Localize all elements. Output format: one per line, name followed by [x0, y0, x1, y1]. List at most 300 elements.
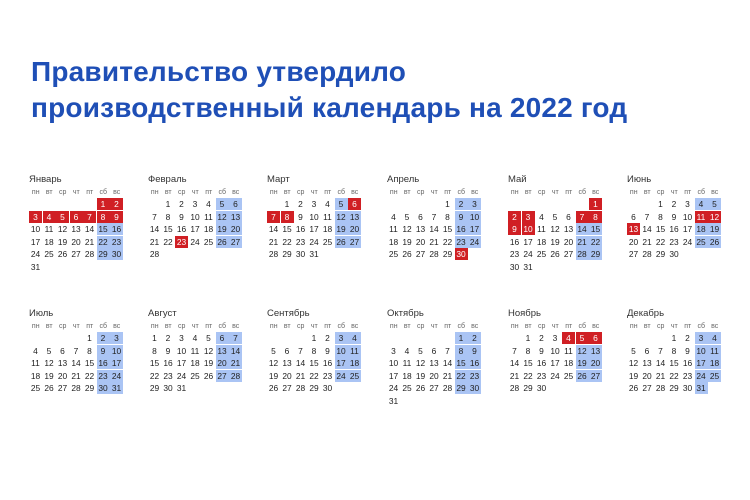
day-cell: 1: [165, 199, 171, 209]
day-cell: 16: [456, 224, 466, 234]
weekday-label: чт: [191, 189, 199, 196]
weekday-label: ср: [178, 189, 186, 196]
day-cell: 7: [644, 211, 650, 222]
day-cell: 5: [708, 198, 721, 210]
day-cell: 19: [217, 224, 227, 234]
day-cell: 22: [84, 370, 95, 381]
day-cell: 31: [111, 383, 122, 393]
day-cell: 13: [217, 345, 227, 356]
day-cell: 19: [336, 224, 346, 234]
week-row: [29, 198, 125, 211]
empty-cell: [414, 332, 427, 344]
weekday-label: пн: [510, 323, 519, 330]
day-cell: 21: [230, 358, 241, 368]
day-cell: 12: [44, 358, 54, 368]
weekday-label: вт: [283, 323, 291, 330]
day-cell: 23: [98, 370, 108, 381]
day-cell: 23: [111, 236, 122, 247]
day-cell: 30: [536, 383, 547, 393]
weekday-label: пт: [86, 189, 94, 196]
day-cell: 2: [685, 333, 690, 343]
day-cell: 27: [628, 249, 639, 259]
week-row: [387, 198, 483, 211]
month-10: [387, 308, 483, 407]
weekday-header: [508, 188, 604, 198]
week-row: [148, 345, 244, 358]
weekday-label: сб: [697, 189, 705, 196]
empty-cell: [508, 198, 521, 210]
month-name: Декабрь: [627, 308, 665, 319]
day-cell: 19: [402, 236, 412, 247]
day-cell: 17: [111, 358, 122, 368]
week-row: [508, 332, 604, 345]
day-cell: 6: [216, 332, 229, 344]
weekday-header: [627, 322, 723, 332]
day-cell: 9: [325, 345, 330, 356]
empty-cell: [56, 198, 69, 210]
day-cell: 17: [190, 224, 200, 234]
day-cell: 18: [203, 224, 214, 234]
day-cell: 25: [696, 236, 706, 247]
weekday-header: [387, 322, 483, 332]
week-row: [29, 357, 125, 370]
week-row: [148, 248, 244, 261]
empty-cell: [335, 382, 348, 394]
day-cell: 17: [30, 236, 41, 247]
weekday-label: ср: [417, 323, 425, 330]
day-cell: 25: [563, 370, 574, 381]
day-cell: 25: [402, 383, 412, 393]
day-cell: 25: [30, 383, 41, 393]
week-row: [387, 382, 483, 395]
day-cell: 17: [523, 236, 533, 247]
day-cell: 9: [468, 345, 481, 357]
weekday-label: чт: [551, 189, 559, 196]
empty-cell: [562, 382, 575, 394]
week-row: [148, 236, 244, 249]
day-cell: 1: [671, 333, 677, 343]
month-11: [508, 308, 604, 395]
day-cell: 26: [336, 236, 346, 247]
day-cell: 26: [203, 370, 214, 381]
month-name: Ноябрь: [508, 308, 541, 319]
weekday-label: сб: [99, 189, 107, 196]
day-cell: 27: [563, 249, 574, 259]
day-cell: 29: [655, 249, 666, 259]
day-cell: 23: [669, 236, 679, 247]
day-cell: 7: [73, 345, 79, 356]
week-row: [148, 357, 244, 370]
week-row: [508, 223, 604, 236]
empty-cell: [321, 248, 334, 260]
week-row: [29, 345, 125, 358]
day-cell: 9: [455, 211, 468, 223]
day-cell: 24: [523, 249, 533, 259]
weekday-label: сб: [337, 323, 345, 330]
day-cell: 28: [429, 249, 439, 259]
day-cell: 4: [325, 199, 330, 209]
weekday-label: вс: [232, 323, 240, 330]
week-row: [148, 370, 244, 383]
day-cell: 12: [550, 224, 560, 234]
day-cell: 22: [442, 236, 453, 247]
day-cell: 14: [655, 358, 666, 368]
day-cell: 18: [563, 358, 574, 368]
day-cell: 3: [695, 332, 708, 344]
month-name: Март: [267, 174, 290, 185]
day-cell: 3: [685, 199, 690, 209]
empty-cell: [414, 395, 427, 407]
empty-cell: [522, 198, 535, 210]
empty-cell: [56, 332, 69, 344]
day-cell: 6: [60, 345, 65, 356]
day-cell: 1: [284, 199, 290, 209]
day-cell: 24: [550, 370, 560, 381]
day-cell: 10: [682, 211, 693, 222]
day-cell: 4: [192, 333, 198, 343]
day-cell: 13: [429, 358, 439, 368]
day-cell: 31: [388, 395, 399, 406]
day-cell: 4: [391, 211, 396, 222]
day-cell: 14: [268, 224, 279, 234]
empty-cell: [387, 332, 400, 344]
day-cell: 26: [57, 249, 68, 259]
day-cell: 8: [311, 345, 317, 356]
day-cell: 18: [190, 358, 200, 368]
empty-cell: [414, 198, 427, 210]
empty-cell: [70, 198, 83, 210]
day-cell: 30: [509, 261, 520, 272]
week-row: [267, 223, 363, 236]
weekday-label: ср: [538, 323, 546, 330]
day-cell: 17: [388, 370, 399, 381]
empty-cell: [654, 332, 667, 344]
day-cell: 8: [658, 211, 663, 222]
empty-cell: [43, 332, 56, 344]
weekday-label: пт: [565, 189, 573, 196]
month-2: [148, 174, 244, 261]
day-cell: 16: [176, 224, 187, 234]
day-cell: 29: [456, 383, 466, 393]
week-row: [387, 248, 483, 261]
week-row: [508, 357, 604, 370]
day-cell: 20: [642, 370, 652, 381]
day-cell: 11: [537, 224, 546, 234]
day-cell: 13: [282, 358, 292, 368]
day-cell: 1: [311, 333, 317, 343]
week-row: [29, 223, 125, 236]
day-cell: 11: [402, 358, 412, 368]
day-cell: 23: [509, 249, 520, 259]
weekday-label: пт: [324, 323, 332, 330]
weekday-label: сб: [578, 189, 586, 196]
day-cell: 10: [30, 224, 41, 234]
day-cell: 21: [84, 236, 95, 247]
day-cell: 7: [512, 345, 517, 356]
weekday-label: ср: [178, 323, 186, 330]
day-cell: 5: [46, 345, 52, 356]
day-cell: 3: [179, 333, 184, 343]
day-cell: 30: [98, 383, 108, 393]
weekday-label: сб: [457, 323, 465, 330]
day-cell: 2: [468, 332, 481, 344]
day-cell: 6: [566, 211, 571, 222]
week-row: [508, 345, 604, 358]
weekday-label: ср: [657, 323, 665, 330]
empty-cell: [189, 382, 202, 394]
weekday-label: пн: [629, 189, 638, 196]
weekday-label: пт: [684, 189, 692, 196]
day-cell: 19: [550, 236, 560, 247]
empty-cell: [83, 198, 96, 210]
week-row: [267, 198, 363, 211]
week-row: [627, 370, 723, 383]
day-cell: 27: [590, 370, 601, 381]
day-cell: 20: [217, 358, 227, 368]
day-cell: 9: [165, 345, 171, 356]
weekday-label: вт: [403, 189, 411, 196]
day-cell: 8: [152, 345, 157, 356]
day-cell: 31: [696, 383, 706, 393]
month-name: Май: [508, 174, 527, 185]
empty-cell: [428, 198, 441, 210]
day-cell: 3: [29, 211, 42, 223]
month-9: [267, 308, 363, 395]
day-cell: 21: [429, 236, 439, 247]
day-cell: 15: [98, 224, 108, 234]
day-cell: 18: [402, 370, 412, 381]
day-cell: 22: [98, 236, 108, 247]
day-cell: 31: [176, 383, 187, 393]
day-cell: 3: [110, 332, 123, 344]
empty-cell: [281, 332, 294, 344]
month-7: [29, 308, 125, 395]
day-cell: 13: [349, 211, 360, 222]
day-cell: 2: [325, 333, 330, 343]
month-name: Июнь: [627, 174, 652, 185]
day-cell: 4: [43, 211, 56, 223]
week-row: [387, 345, 483, 358]
day-cell: 18: [30, 370, 41, 381]
day-cell: 3: [468, 198, 481, 210]
day-cell: 12: [336, 211, 346, 222]
day-cell: 5: [552, 211, 558, 222]
day-cell: 25: [203, 236, 214, 247]
day-cell: 23: [322, 370, 333, 381]
month-name: Февраль: [148, 174, 187, 185]
day-cell: 20: [590, 358, 601, 368]
day-cell: 14: [577, 224, 587, 234]
day-cell: 1: [525, 333, 531, 343]
day-cell: 19: [203, 358, 214, 368]
day-cell: 2: [179, 199, 184, 209]
week-row: [267, 345, 363, 358]
day-cell: 8: [281, 211, 294, 223]
day-cell: 21: [509, 370, 520, 381]
day-cell: 24: [469, 236, 480, 247]
day-cell: 20: [57, 370, 68, 381]
weekday-label: вс: [592, 189, 600, 196]
empty-cell: [627, 198, 640, 210]
week-row: [267, 248, 363, 261]
week-row: [267, 382, 363, 395]
week-row: [508, 211, 604, 224]
week-row: [29, 211, 125, 224]
day-cell: 28: [295, 383, 306, 393]
day-cell: 20: [429, 370, 439, 381]
day-cell: 12: [203, 345, 214, 356]
day-cell: 6: [631, 211, 636, 222]
day-cell: 17: [176, 358, 187, 368]
week-row: [627, 357, 723, 370]
weekday-label: вт: [524, 189, 532, 196]
day-cell: 27: [71, 249, 81, 259]
day-cell: 24: [309, 236, 319, 247]
empty-cell: [267, 198, 280, 210]
day-cell: 18: [44, 236, 54, 247]
day-cell: 27: [217, 370, 227, 381]
day-cell: 28: [84, 249, 95, 259]
empty-cell: [641, 198, 654, 210]
empty-cell: [708, 382, 721, 394]
weekday-label: вс: [351, 189, 359, 196]
week-row: [387, 370, 483, 383]
day-cell: 28: [149, 249, 160, 259]
day-cell: 25: [322, 236, 333, 247]
day-cell: 1: [658, 199, 663, 209]
weekday-label: пт: [86, 323, 94, 330]
day-cell: 18: [349, 358, 360, 368]
weekday-label: вс: [113, 323, 121, 330]
weekday-label: пн: [510, 189, 519, 196]
day-cell: 10: [309, 211, 319, 222]
day-cell: 7: [431, 211, 437, 222]
weekday-label: чт: [310, 189, 318, 196]
day-cell: 13: [230, 211, 241, 222]
day-cell: 13: [415, 224, 426, 234]
day-cell: 29: [282, 249, 292, 259]
day-cell: 11: [323, 211, 332, 222]
day-cell: 10: [523, 224, 533, 234]
weekday-header: [29, 322, 125, 332]
week-row: [508, 382, 604, 395]
weekday-label: сб: [578, 323, 586, 330]
day-cell: 9: [671, 211, 677, 222]
weekday-label: ср: [297, 189, 305, 196]
weekday-label: вс: [592, 323, 600, 330]
weekday-label: чт: [72, 323, 80, 330]
day-cell: 9: [179, 211, 184, 222]
day-cell: 25: [388, 249, 399, 259]
day-cell: 7: [267, 211, 280, 223]
empty-cell: [549, 261, 562, 273]
day-cell: 19: [57, 236, 68, 247]
day-cell: 7: [445, 345, 450, 356]
day-cell: 5: [216, 198, 229, 210]
month-name: Июль: [29, 308, 54, 319]
day-cell: 18: [696, 224, 706, 234]
day-cell: 18: [388, 236, 399, 247]
weekday-label: сб: [457, 189, 465, 196]
day-cell: 9: [97, 345, 110, 357]
month-3: [267, 174, 363, 261]
day-cell: 21: [268, 236, 279, 247]
day-cell: 10: [190, 211, 200, 222]
empty-cell: [562, 261, 575, 273]
weekday-label: вс: [351, 323, 359, 330]
day-cell: 24: [190, 236, 200, 247]
day-cell: 4: [206, 199, 211, 209]
day-cell: 24: [696, 370, 706, 381]
weekday-header: [148, 188, 244, 198]
empty-cell: [549, 198, 562, 210]
empty-cell: [202, 382, 215, 394]
empty-cell: [468, 395, 481, 407]
day-cell: 22: [149, 370, 160, 381]
empty-cell: [589, 261, 602, 273]
day-cell: 10: [550, 345, 560, 356]
month-8: [148, 308, 244, 395]
day-cell: 26: [44, 383, 54, 393]
day-cell: 15: [149, 358, 160, 368]
day-cell: 26: [550, 249, 560, 259]
day-cell: 19: [415, 370, 426, 381]
day-cell: 27: [349, 236, 360, 247]
day-cell: 28: [509, 383, 520, 393]
weekday-label: ср: [657, 189, 665, 196]
empty-cell: [428, 332, 441, 344]
empty-cell: [229, 382, 242, 394]
weekday-label: вс: [471, 323, 479, 330]
day-cell: 14: [509, 358, 520, 368]
day-cell: 18: [536, 236, 547, 247]
weekday-label: чт: [670, 189, 678, 196]
month-name: Сентябрь: [267, 308, 310, 319]
empty-cell: [348, 382, 361, 394]
weekday-header: [387, 188, 483, 198]
empty-cell: [576, 198, 589, 210]
day-cell: 21: [71, 370, 81, 381]
day-cell: 26: [709, 236, 720, 247]
day-cell: 19: [628, 370, 639, 381]
day-cell: 17: [469, 224, 480, 234]
week-row: [627, 211, 723, 224]
day-cell: 6: [418, 211, 423, 222]
day-cell: 27: [415, 249, 426, 259]
day-cell: 30: [322, 383, 333, 393]
day-cell: 31: [309, 249, 319, 259]
day-cell: 23: [536, 370, 547, 381]
weekday-label: вт: [643, 189, 651, 196]
week-row: [148, 382, 244, 395]
weekday-label: ср: [297, 323, 305, 330]
day-cell: 15: [163, 224, 173, 234]
day-cell: 18: [709, 358, 720, 368]
month-name: Апрель: [387, 174, 420, 185]
weekday-label: пн: [269, 323, 278, 330]
week-row: [627, 198, 723, 211]
day-cell: 30: [469, 383, 480, 393]
week-row: [29, 382, 125, 395]
weekday-label: чт: [430, 323, 438, 330]
day-cell: 16: [682, 358, 693, 368]
day-cell: 15: [590, 224, 601, 234]
empty-cell: [428, 395, 441, 407]
month-12: [627, 308, 723, 395]
day-cell: 12: [402, 224, 412, 234]
month-1: [29, 174, 125, 273]
month-name: Август: [148, 308, 177, 319]
